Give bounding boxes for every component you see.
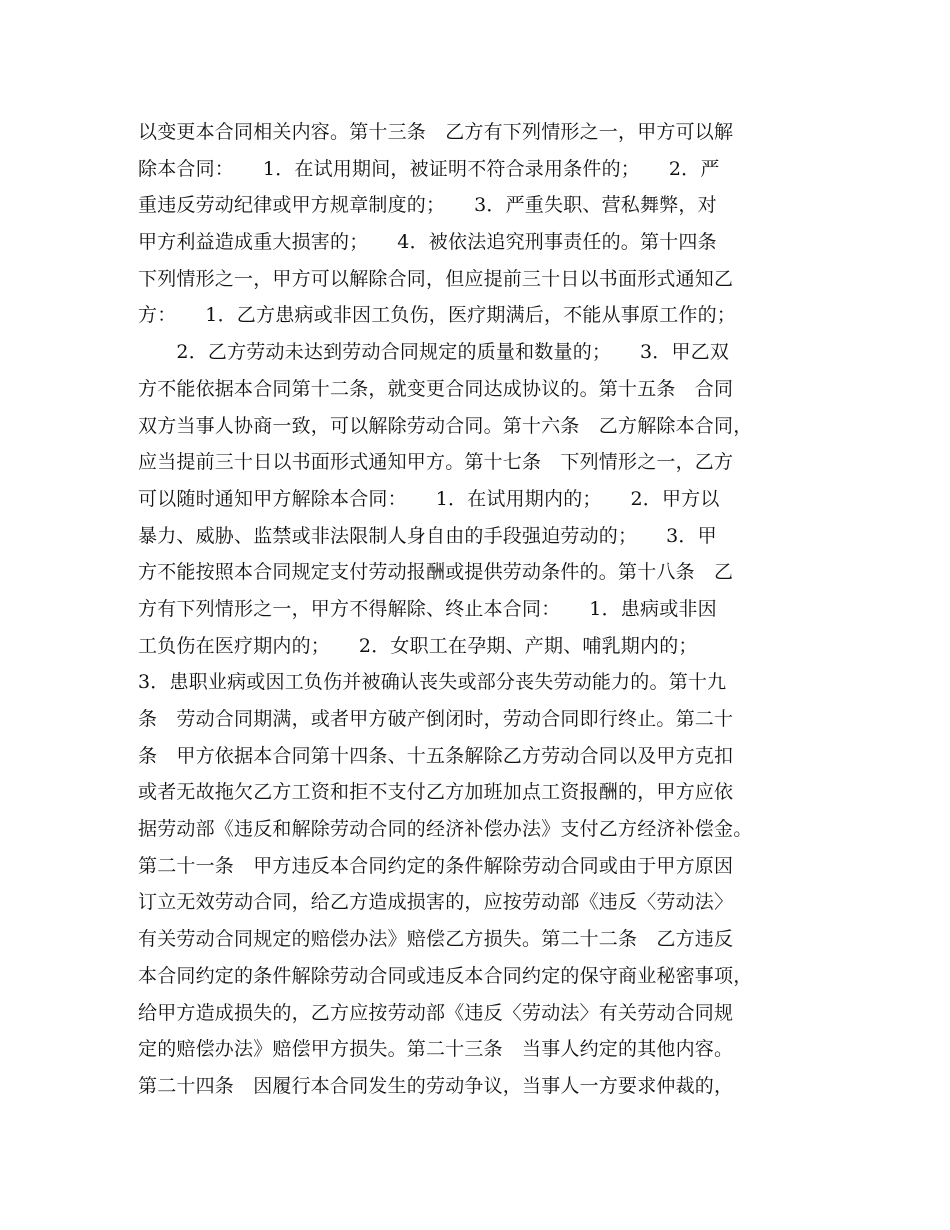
text-line-20: 据劳动部《违反和解除劳动合同的经济补偿办法》支付乙方经济补偿金。 xyxy=(138,818,753,841)
text-line-27: 第二十四条 因履行本合同发生的劳动争议，当事人一方要求仲裁的， xyxy=(138,1074,734,1097)
text-line-23: 有关劳动合同规定的赔偿办法》赔偿乙方损失。第二十二条 乙方违反 xyxy=(138,928,734,951)
text-line-13: 方不能按照本合同规定支付劳动报酬或提供劳动条件的。第十八条 乙 xyxy=(138,561,734,584)
text-line-19: 或者无故拖欠乙方工资和拒不支付乙方加班加点工资报酬的，甲方应依 xyxy=(138,781,734,804)
text-line-11: 可以随时通知甲方解除本合同： 1．在试用期内的； 2．甲方以 xyxy=(138,487,720,510)
text-line-8: 方不能依据本合同第十二条，就变更合同达成协议的。第十五条 合同 xyxy=(138,377,734,400)
text-line-9: 双方当事人协商一致，可以解除劳动合同。第十六条 乙方解除本合同， xyxy=(138,414,753,437)
text-line-26: 定的赔偿办法》赔偿甲方损失。第二十三条 当事人约定的其他内容。 xyxy=(138,1038,734,1061)
text-line-10: 应当提前三十日以书面形式通知甲方。第十七条 下列情形之一，乙方 xyxy=(138,451,734,474)
text-line-18: 条 甲方依据本合同第十四条、十五条解除乙方劳动合同以及甲方克扣 xyxy=(138,744,734,767)
text-line-4: 甲方利益造成重大损害的； 4．被依法追究刑事责任的。第十四条 xyxy=(138,231,717,254)
text-line-3: 重违反劳动纪律或甲方规章制度的； 3．严重失职、营私舞弊，对 xyxy=(138,194,717,217)
text-line-25: 给甲方造成损失的，乙方应按劳动部《违反〈劳动法〉有关劳动合同规 xyxy=(138,1001,734,1024)
text-line-22: 订立无效劳动合同，给乙方造成损害的，应按劳动部《违反〈劳动法〉 xyxy=(138,891,734,914)
text-line-2: 除本合同： 1．在试用期间，被证明不符合录用条件的； 2．严 xyxy=(138,157,720,180)
text-line-7: 2．乙方劳动未达到劳动合同规定的质量和数量的； 3．甲乙双 xyxy=(138,341,730,364)
text-line-16: 3．患职业病或因工负伤并被确认丧失或部分丧失劳动能力的。第十九 xyxy=(138,671,727,694)
text-line-24: 本合同约定的条件解除劳动合同或违反本合同约定的保守商业秘密事项， xyxy=(138,964,753,987)
text-line-21: 第二十一条 甲方违反本合同约定的条件解除劳动合同或由于甲方原因 xyxy=(138,854,734,877)
text-line-12: 暴力、威胁、监禁或非法限制人身自由的手段强迫劳动的； 3．甲 xyxy=(138,524,717,547)
text-line-14: 方有下列情形之一，甲方不得解除、终止本合同： 1．患病或非因 xyxy=(138,597,717,620)
contract-body-text xyxy=(138,114,838,1105)
text-line-15: 工负伤在医疗期内的； 2．女职工在孕期、产期、哺乳期内的； xyxy=(138,634,698,657)
text-line-1: 以变更本合同相关内容。第十三条 乙方有下列情形之一，甲方可以解 xyxy=(138,121,734,143)
text-line-17: 条 劳动合同期满，或者甲方破产倒闭时，劳动合同即行终止。第二十 xyxy=(138,708,734,730)
text-line-5: 下列情形之一，甲方可以解除合同，但应提前三十日以书面形式通知乙 xyxy=(138,267,734,290)
text-line-6: 方： 1．乙方患病或非因工负伤，医疗期满后，不能从事原工作的； xyxy=(138,304,736,327)
